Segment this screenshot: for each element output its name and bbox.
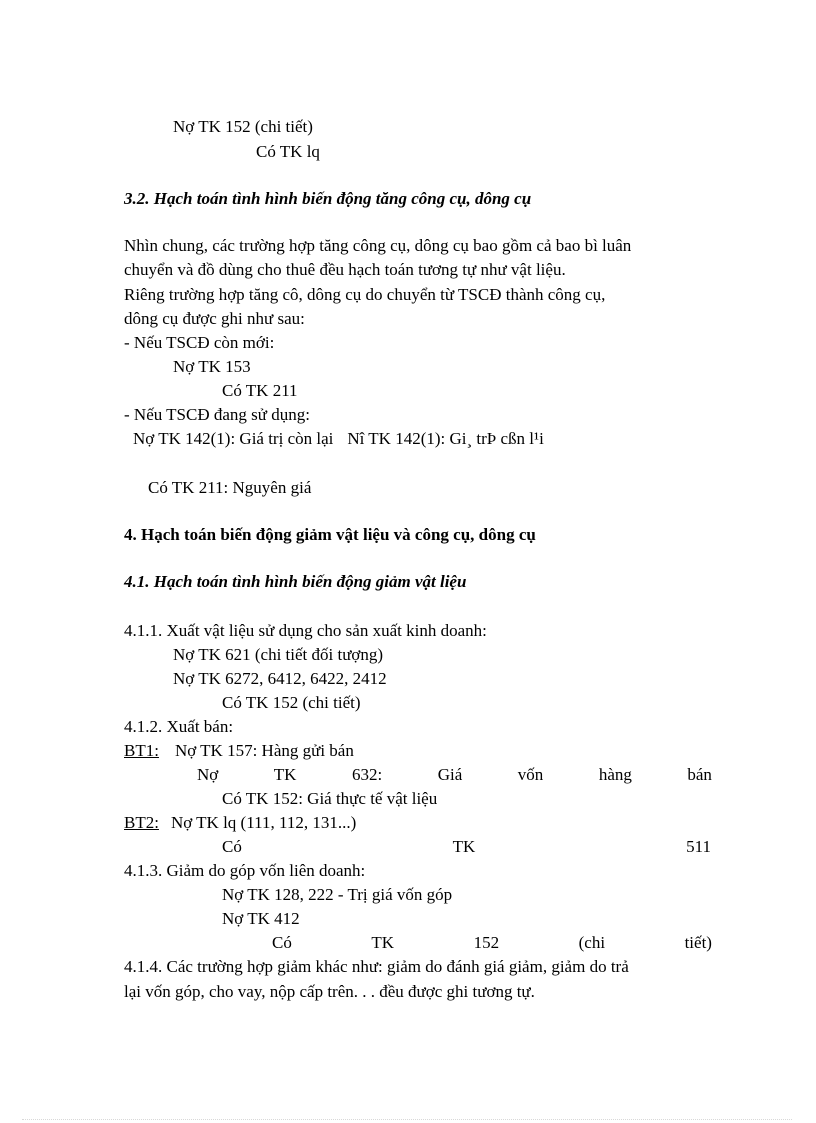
subsection-4-1-4: 4.1.4. Các trường hợp giảm khác như: giảm do đánh giá giảm, giảm do trả — [124, 957, 629, 976]
list-item: - Nếu TSCĐ còn mới: — [124, 333, 275, 352]
word: 511 — [686, 837, 711, 856]
word: bán — [687, 765, 712, 784]
entry-debit-621: Nợ TK 621 (chi tiết đối tượng) — [173, 645, 384, 664]
page-bottom-divider — [22, 1119, 792, 1120]
bt2-justified-line — [222, 835, 711, 859]
word: 152 — [473, 933, 500, 952]
heading-4: 4. Hạch toán biến động giảm vật liệu và công cụ, dông cụ — [124, 525, 536, 544]
paragraph-line: dông cụ được ghi như sau: — [124, 309, 305, 328]
entry-credit-lq: Có TK lq — [256, 142, 320, 161]
subsection-4-1-3: 4.1.3. Giảm do góp vốn liên doanh: — [124, 861, 366, 880]
bt1-text: Nợ TK 157: Hàng gửi bán — [174, 741, 354, 760]
entry-text: Nợ TK 142(1): Giá trị còn lại — [133, 429, 334, 448]
entry-debit-153: Nợ TK 153 — [173, 357, 251, 376]
word: vốn — [517, 765, 544, 784]
bt1-label: BT1: — [124, 741, 159, 760]
entry-credit-152: Có TK 152 (chi tiết) — [222, 693, 361, 712]
entry-debit-128: Nợ TK 128, 222 - Trị giá vốn góp — [222, 885, 453, 904]
word: Có — [272, 933, 292, 952]
bt1-justified-line — [197, 763, 712, 787]
bt2-text: Nợ TK lq (111, 112, 131...) — [170, 813, 357, 832]
paragraph-text: Nhìn chung, các trường hợp tăng công cụ, dông cụ bao gồm cả bao bì luân — [124, 236, 632, 255]
garbled-entry-text: Nî TK 142(1): Gi¸ trÞ cßn l¹i — [347, 429, 544, 448]
word: Có — [222, 837, 242, 856]
subsection-4-1-2: 4.1.2. Xuất bán: — [124, 717, 234, 736]
entry-debit-6272: Nợ TK 6272, 6412, 6422, 2412 — [173, 669, 387, 688]
entry-debit-412: Nợ TK 412 — [222, 909, 300, 928]
entry-credit-211-original: Có TK 211: Nguyên giá — [148, 478, 312, 497]
heading-4-1: 4.1. Hạch toán tình hình biến động giảm vật liệu — [124, 572, 467, 591]
word: tiết) — [684, 933, 712, 952]
paragraph-line: chuyển và đồ dùng cho thuê đều hạch toán tương tự như vật liệu. — [124, 260, 566, 279]
bt1-credit-line: Có TK 152: Giá thực tế vật liệu — [222, 789, 438, 808]
word: TK — [371, 933, 395, 952]
paragraph-line — [124, 234, 712, 258]
heading-3-2: 3.2. Hạch toán tình hình biến động tăng công cụ, dông cụ — [124, 189, 532, 208]
subsection-4-1-1: 4.1.1. Xuất vật liệu sử dụng cho sản xuất kinh doanh: — [124, 621, 487, 640]
paragraph-line: lại vốn góp, cho vay, nộp cấp trên. . . đều được ghi tương tự. — [124, 982, 535, 1001]
list-item: - Nếu TSCĐ đang sử dụng: — [124, 405, 310, 424]
word: Nợ — [197, 765, 219, 784]
paragraph-line: Riêng trường hợp tăng cô, dông cụ do chuyển từ TSCĐ thành công cụ, — [124, 285, 606, 304]
word: TK — [273, 765, 297, 784]
word: hàng — [598, 765, 632, 784]
bt2-label: BT2: — [124, 813, 159, 832]
entry-credit-152-justified — [272, 931, 712, 955]
entry-debit-142 — [133, 427, 544, 451]
entry-credit-211: Có TK 211 — [222, 381, 298, 400]
word: (chi — [578, 933, 606, 952]
entry-debit-152: Nợ TK 152 (chi tiết) — [173, 117, 313, 136]
bt1-line — [124, 739, 354, 763]
word: Giá — [437, 765, 463, 784]
word: 632: — [351, 765, 383, 784]
word: TK — [452, 837, 476, 856]
bt2-line — [124, 811, 356, 835]
